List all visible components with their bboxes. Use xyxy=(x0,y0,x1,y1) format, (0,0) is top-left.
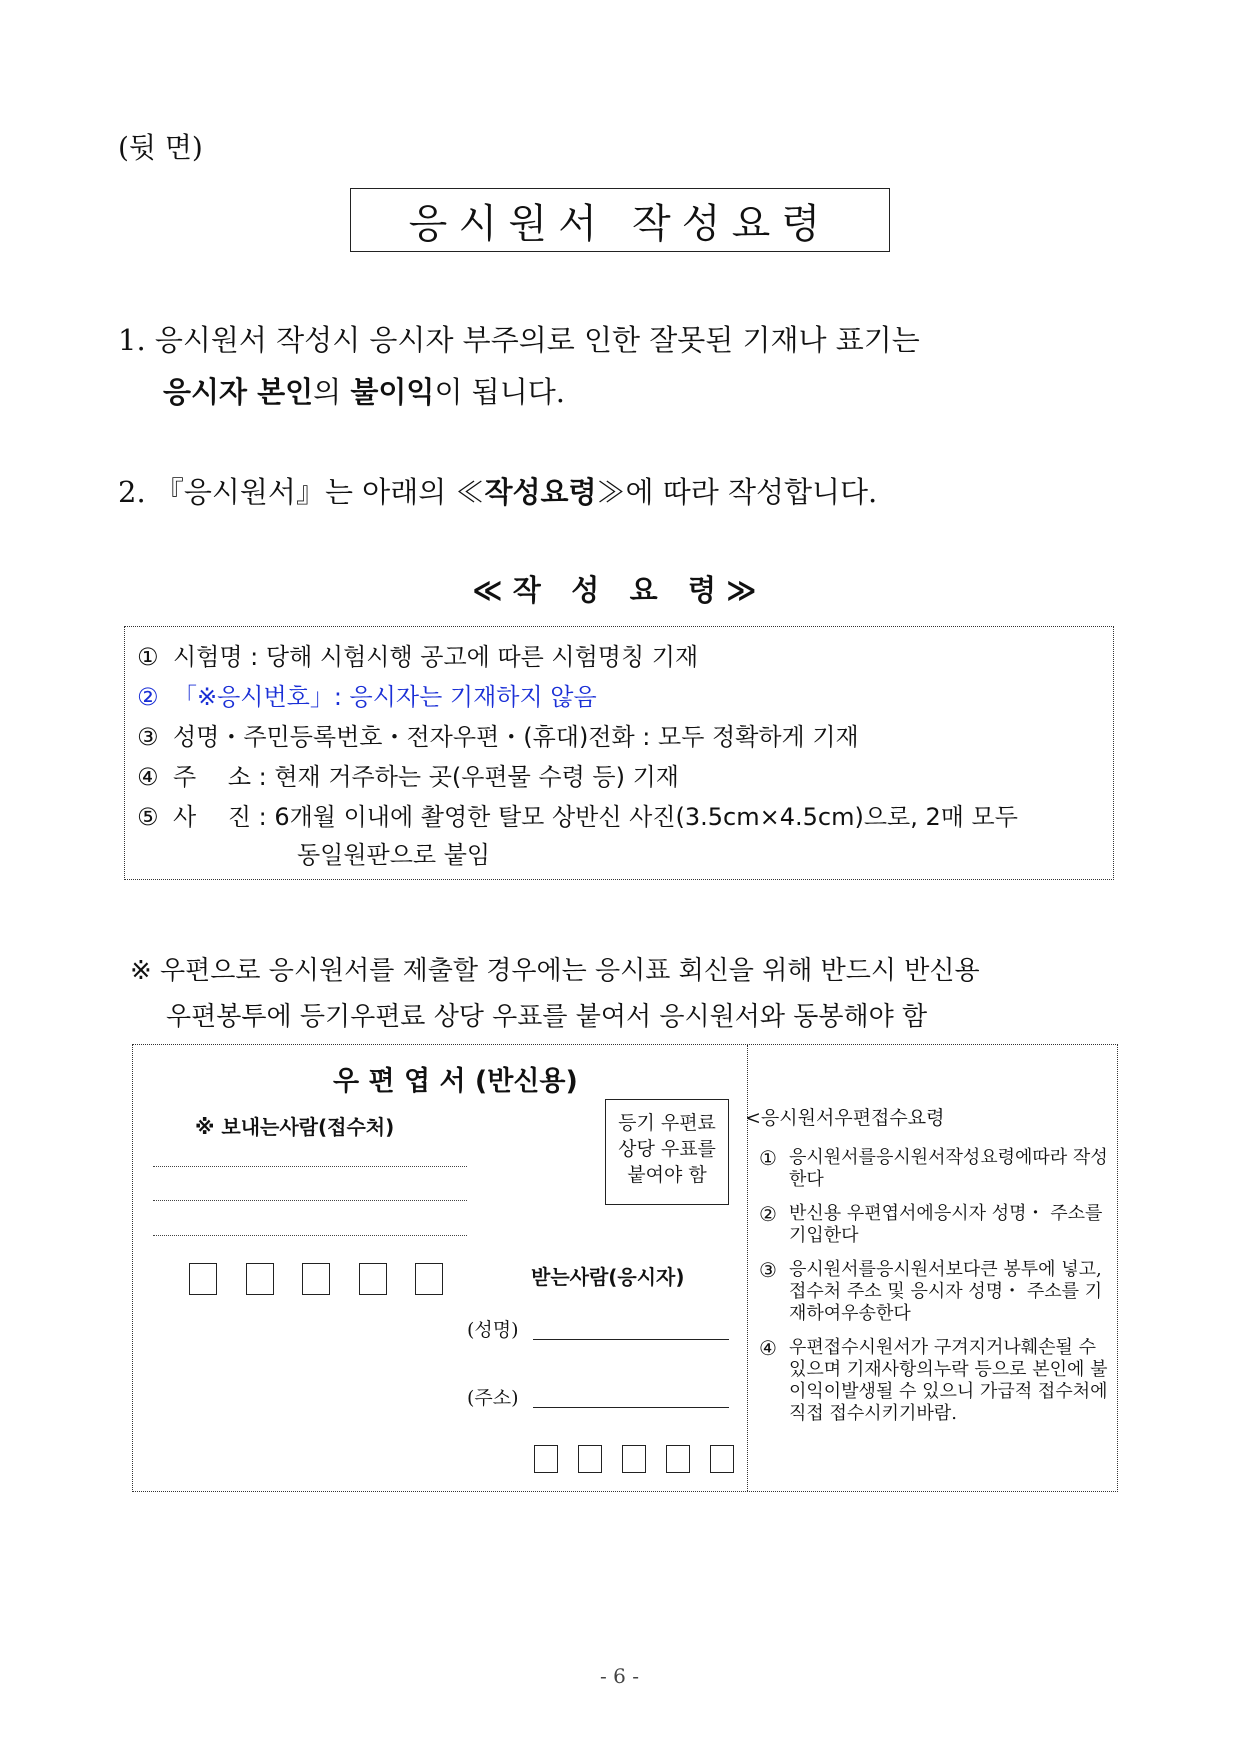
receiver-name-line[interactable] xyxy=(533,1339,729,1340)
emphasis-guide: 작성요령 xyxy=(484,475,597,509)
receiver-postcode-box[interactable] xyxy=(534,1445,558,1473)
instruction-1-line1: 1. 응시원서 작성시 응시자 부주의로 인한 잘못된 기재나 표기는 xyxy=(118,323,920,357)
sender-postcode-box[interactable] xyxy=(302,1263,330,1295)
procedure-item xyxy=(759,1203,1115,1247)
receiver-postcode-box[interactable] xyxy=(666,1445,690,1473)
sender-address-line[interactable] xyxy=(153,1235,467,1236)
instruction-1 xyxy=(118,314,920,418)
guide-item xyxy=(137,717,1101,757)
sender-address-line[interactable] xyxy=(153,1200,467,1201)
sender-label: ※ 보내는사람(접수처) xyxy=(195,1115,395,1139)
guide-item-number: ① xyxy=(137,643,159,671)
guide-item-text: 성명・주민등록번호・전자우편・(휴대)전화 : 모두 정확하게 기재 xyxy=(173,723,859,751)
instruction-2-pre: 2. 『응시원서』는 아래의 ≪ xyxy=(118,475,485,509)
instruction-2-post: ≫에 따라 작성합니다. xyxy=(596,475,878,509)
guide-item xyxy=(137,797,1101,837)
sender-postcode-box[interactable] xyxy=(246,1263,274,1295)
return-postcard xyxy=(132,1044,1118,1492)
receiver-address-line[interactable] xyxy=(533,1407,729,1408)
instruction-2 xyxy=(118,466,877,518)
procedure-number: ② xyxy=(759,1202,777,1226)
guide-item xyxy=(137,637,1101,677)
instruction-1-line2 xyxy=(118,366,920,418)
sender-postcode-box[interactable] xyxy=(359,1263,387,1295)
guide-item-number: ⑤ xyxy=(137,803,159,831)
mail-procedure-list xyxy=(759,1147,1115,1437)
procedure-text: 반신용 우편엽서에응시자 성명・ 주소를 기입한다 xyxy=(789,1203,1103,1246)
emphasis-disadvantage: 불이익 xyxy=(350,375,435,409)
mail-note-line1: ※ 우편으로 응시원서를 제출할 경우에는 응시표 회신을 위해 반드시 반신용 xyxy=(130,956,980,986)
guide-item-text: 사 진 : 6개월 이내에 촬영한 탈모 상반신 사진(3.5cm×4.5cm)으로, 2매 모두 xyxy=(173,803,1018,831)
stamp-box-line: 등기 우편료 xyxy=(618,1112,716,1134)
guide-item xyxy=(137,757,1101,797)
sender-postcode-box[interactable] xyxy=(189,1263,217,1295)
guide-item-text: 「※응시번호」: 응시자는 기재하지 않음 xyxy=(173,683,597,711)
procedure-text: 응시원서를응시원서보다큰 봉투에 넣고, 접수처 주소 및 응시자 성명・ 주소를 기재하여우송한다 xyxy=(789,1259,1103,1324)
stamp-box xyxy=(605,1099,729,1205)
procedure-text: 응시원서를응시원서작성요령에따라 작성한다 xyxy=(789,1147,1108,1190)
guide-box xyxy=(124,626,1114,880)
procedure-item xyxy=(759,1147,1115,1191)
guide-item-number: ④ xyxy=(137,763,159,791)
mail-note xyxy=(130,948,980,1040)
guide-item-text: 주 소 : 현재 거주하는 곳(우편물 수령 등) 기재 xyxy=(173,763,679,791)
sender-address-line[interactable] xyxy=(153,1166,467,1167)
page-title: 응시원서 작성요령 xyxy=(350,188,890,252)
mail-note-line2: 우편봉투에 등기우편료 상당 우표를 붙여서 응시원서와 동봉해야 함 xyxy=(166,1002,928,1032)
procedure-item xyxy=(759,1337,1115,1425)
stamp-box-line: 붙여야 함 xyxy=(627,1164,707,1186)
sender-postcode-box[interactable] xyxy=(415,1263,443,1295)
instruction-1-end: 이 됩니다. xyxy=(434,375,565,409)
procedure-item xyxy=(759,1259,1115,1325)
procedure-number: ③ xyxy=(759,1258,777,1282)
side-label: (뒷 면) xyxy=(118,131,203,164)
procedure-text: 우편접수시원서가 구겨지거나훼손될 수 있으며 기재사항의누락 등으로 본인에 불이익이발생될 수 있으니 가급적 접수처에 직접 접수시키기바람. xyxy=(789,1337,1108,1424)
procedure-number: ④ xyxy=(759,1336,777,1360)
page-number: - 6 - xyxy=(600,1664,639,1688)
guide-item xyxy=(137,677,1101,717)
guide-item-number: ② xyxy=(137,683,159,711)
instruction-1-mid: 의 xyxy=(313,375,351,409)
receiver-address-label: (주소) xyxy=(467,1387,519,1409)
guide-item-text: 시험명 : 당해 시험시행 공고에 따른 시험명칭 기재 xyxy=(173,643,699,671)
emphasis-applicant: 응시자 본인 xyxy=(163,375,314,409)
guide-title: ≪작 성 요 령≫ xyxy=(472,573,767,607)
receiver-postcode-box[interactable] xyxy=(578,1445,602,1473)
procedure-number: ① xyxy=(759,1146,777,1170)
postcard-title: 우 편 엽 서 (반신용) xyxy=(333,1066,578,1097)
mail-procedure-title: <응시원서우편접수요령 xyxy=(745,1107,945,1129)
guide-item-number: ③ xyxy=(137,723,159,751)
receiver-name-label: (성명) xyxy=(467,1319,519,1341)
receiver-label: 받는사람(응시자) xyxy=(531,1265,685,1289)
guide-item-continuation: 동일원판으로 붙임 xyxy=(297,841,491,869)
stamp-box-line: 상당 우표를 xyxy=(618,1138,716,1160)
receiver-postcode-box[interactable] xyxy=(710,1445,734,1473)
receiver-postcode-box[interactable] xyxy=(622,1445,646,1473)
